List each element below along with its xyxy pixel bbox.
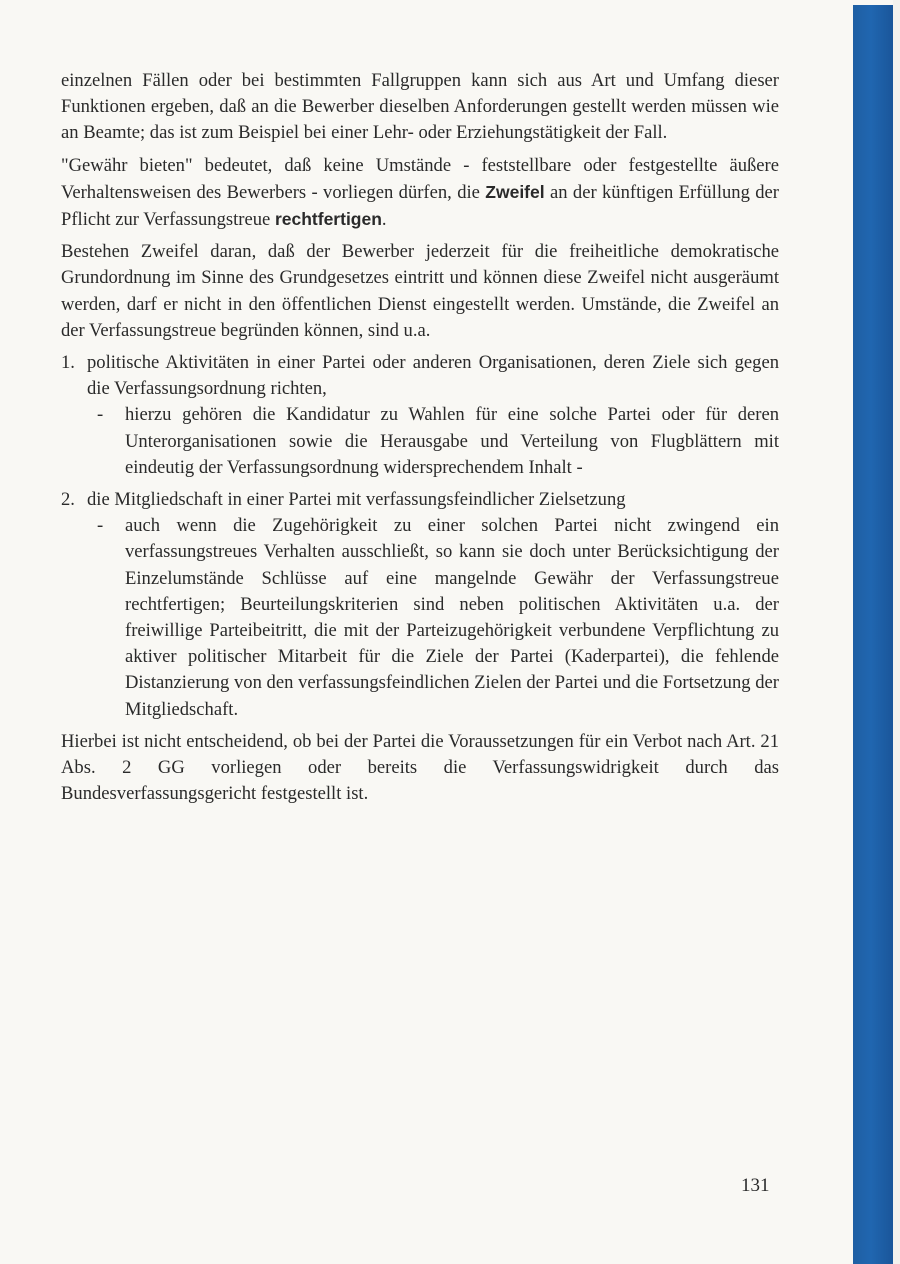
paragraph-3: Bestehen Zweifel daran, daß der Bewerber jederzeit für die freiheitliche demokratische Grundordnung im Sinne des Grundgesetzes eintritt und können diese Zweifel nicht ausgeräumt werden, darf er nicht in den öffentlichen Dienst eingestellt werden. Umstände, die Zweifel an der Verfassungstreue begründen können, sind u.a. [61, 241, 779, 341]
page-number: 131 [741, 1175, 770, 1196]
sub-item-text-1: hierzu gehören die Kandidatur zu Wahlen für eine solche Partei oder für deren Unterorganisationen sowie die Herausgabe und Verteilung von Flugblättern mit eindeutig der Verfassungsordnung widersprechendem Inhalt - [125, 404, 779, 478]
list-item-2 [61, 487, 779, 723]
paragraph-2-part-e: . [381, 209, 387, 231]
dash-marker: - [97, 515, 104, 537]
list-number-2: 2. [61, 489, 75, 511]
paragraph-2-part-c: an der künftigen Erfüllung der Pflicht zur Verfassungstreue [61, 181, 779, 231]
sub-item-1 [95, 402, 779, 481]
emphasis-rechtfertigen: rechtfertigen [274, 209, 382, 230]
list-number-1: 1. [61, 352, 75, 374]
document-body [61, 68, 779, 813]
page-edge-color-bar [853, 5, 893, 1264]
list-text-2: die Mitgliedschaft in einer Partei mit verfassungsfeindlicher Zielsetzung [87, 489, 626, 511]
list-item-1 [61, 350, 779, 481]
list-text-1: politische Aktivitäten in einer Partei oder anderen Organisationen, deren Ziele sich gegen die Verfassungsordnung richten, [87, 352, 779, 400]
dash-marker: - [97, 404, 104, 426]
sub-item-text-2: auch wenn die Zugehörigkeit zu einer solchen Partei nicht zwingend ein verfassungstreues Verhalten ausschließt, so kann sie doch unter Berücksichtigung der Einzelumstände Schlüsse auf eine mangelnde Gewähr der Verfassungstreue rechtfertigen; Beurteilungskriterien sind neben politischen Aktivitäten u.a. der freiwillige Parteibeitritt, die mit der Parteizugehörigkeit verbundene Verpflichtung zu aktiver politischer Mitarbeit für die Ziele der Partei (Kaderpartei), die fehlende Distanzierung von den verfassungsfeindlichen Zielen der Partei und die Fortsetzung der Mitgliedschaft. [125, 515, 779, 720]
sub-item-2 [95, 513, 779, 723]
paragraph-2-part-a: "Gewähr bieten" bedeutet, daß keine Umstände - feststellbare oder festgestellte äußere Verhaltensweisen des Bewerbers - vorliegen dürfen, die [61, 154, 779, 203]
paragraph-4: Hierbei ist nicht entscheidend, ob bei der Partei die Voraussetzungen für ein Verbot nach Art. 21 Abs. 2 GG vorliegen oder bereits die Verfassungswidrigkeit durch das Bundesverfassungsgericht festgestellt ist. [61, 730, 779, 805]
page-margin-strip [893, 0, 900, 1264]
emphasis-zweifel: Zweifel [485, 181, 545, 202]
paragraph-1: einzelnen Fällen oder bei bestimmten Fallgruppen kann sich aus Art und Umfang dieser Funktionen ergeben, daß an die Bewerber dieselben Anforderungen gestellt werden müssen wie an Beamte; das ist zum Beispiel bei einer Lehr- oder Erziehungstätigkeit der Fall. [61, 70, 779, 144]
paragraph-2 [61, 153, 779, 234]
